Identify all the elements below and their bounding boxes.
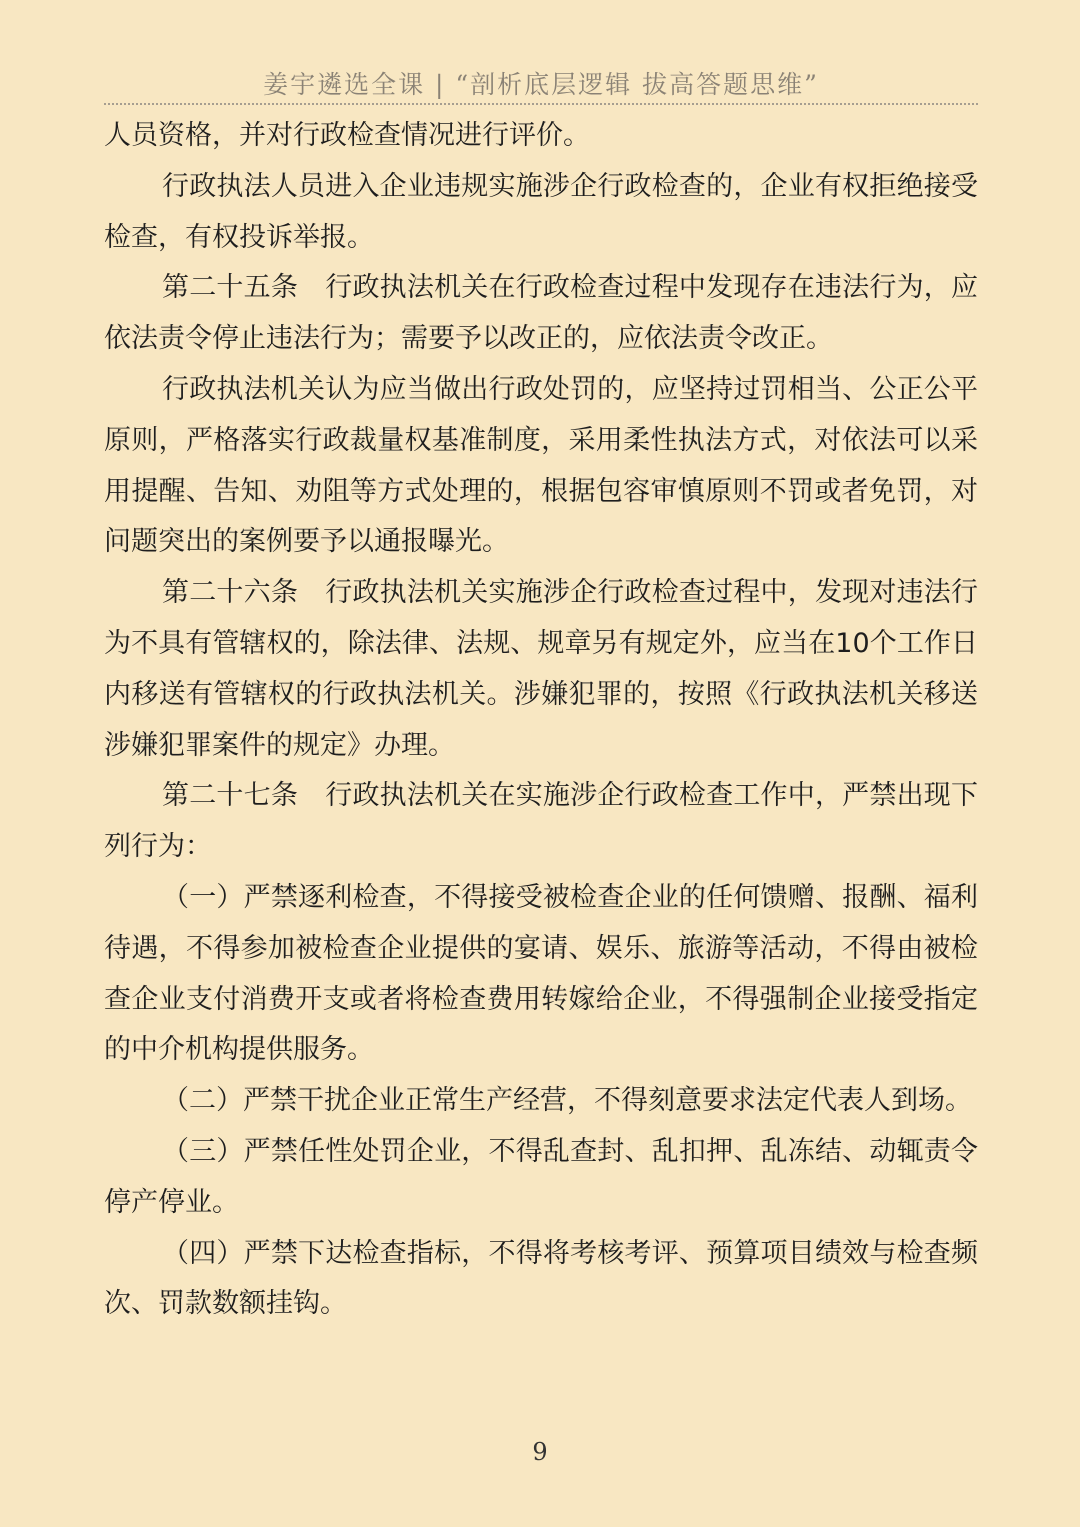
header-divider — [104, 103, 978, 105]
list-item-3: （三）严禁任性处罚企业，不得乱查封、乱扣押、乱冻结、动辄责令停产停业。 — [104, 1135, 978, 1218]
article-27: 第二十七条 行政执法机关在实施涉企行政检查工作中，严禁出现下列行为： — [104, 780, 978, 863]
article-26: 第二十六条 行政执法机关实施涉企行政检查过程中，发现对违法行为不具有管辖权的，除法律、法规、规章另有规定外，应当在10个工作日内移送有管辖权的行政执法机关。涉嫌犯罪的，按照《行政执法机关移送涉嫌犯罪案件的规定》办理。 — [104, 577, 978, 761]
article-25: 第二十五条 行政执法机关在行政检查过程中发现存在违法行为，应依法责令停止违法行为；需要予以改正的，应依法责令改正。 — [104, 272, 978, 355]
list-item-4: （四）严禁下达检查指标，不得将考核考评、预算项目绩效与检查频次、罚款数额挂钩。 — [104, 1237, 978, 1320]
document-body — [104, 111, 978, 1330]
paragraph-penalty-principle: 行政执法机关认为应当做出行政处罚的，应坚持过罚相当、公正公平原则，严格落实行政裁量权基准制度，采用柔性执法方式，对依法可以采用提醒、告知、劝阻等方式处理的，根据包容审慎原则不罚或者免罚，对问题突出的案例要予以通报曝光。 — [104, 373, 978, 558]
paragraph-enterprise-right: 行政执法人员进入企业违规实施涉企行政检查的，企业有权拒绝接受检查，有权投诉举报。 — [104, 170, 978, 253]
list-item-1: （一）严禁逐利检查，不得接受被检查企业的任何馈赠、报酬、福利待遇，不得参加被检查企业提供的宴请、娱乐、旅游等活动，不得由被检查企业支付消费开支或者将检查费用转嫁给企业，不得强制企业接受指定的中介机构提供服务。 — [104, 881, 978, 1066]
page-number: 9 — [532, 1438, 548, 1466]
page-header: 姜宇遴选全课 | “剖析底层逻辑 拔高答题思维” — [263, 70, 819, 99]
paragraph-continuation: 人员资格，并对行政检查情况进行评价。 — [104, 120, 590, 151]
list-item-2: （二）严禁干扰企业正常生产经营，不得刻意要求法定代表人到场。 — [162, 1085, 972, 1117]
